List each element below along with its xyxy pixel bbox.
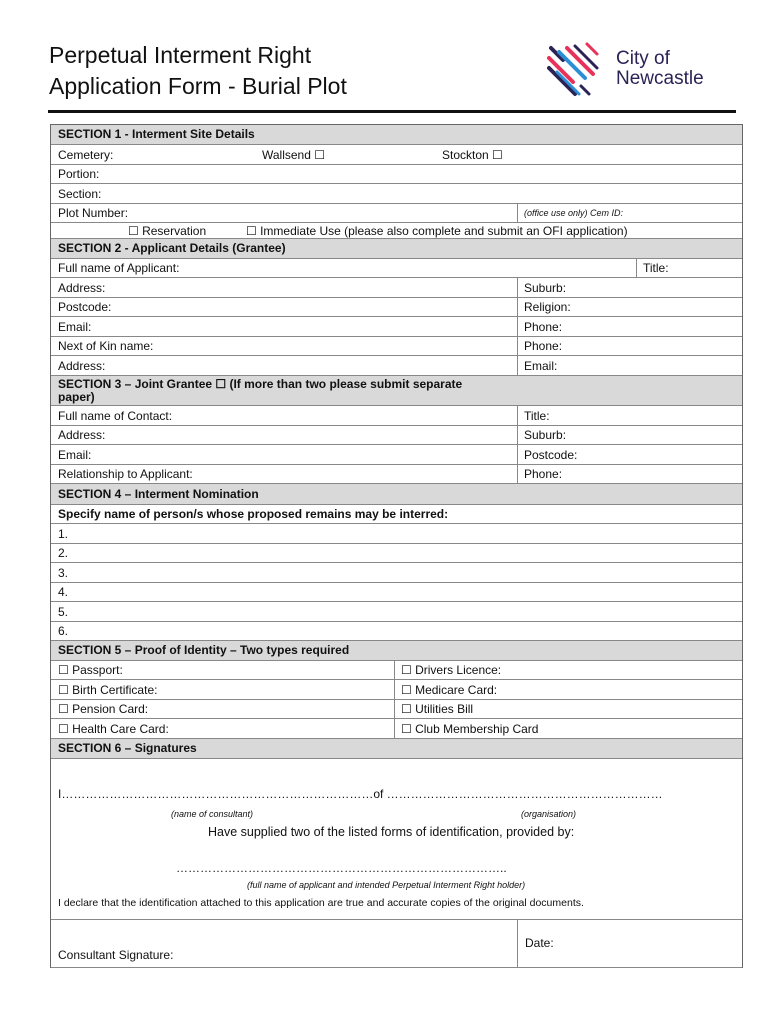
consultant-note: (name of consultant): [171, 809, 254, 819]
drivers-licence-checkbox[interactable]: ☐ Drivers Licence:: [401, 663, 502, 677]
specify-row: [51, 505, 742, 524]
nomination-number: 6.: [58, 624, 69, 638]
title-line-1: Perpetual Interment Right: [49, 42, 312, 68]
organisation-note: (organisation): [521, 809, 577, 819]
contact-name-row: [51, 406, 742, 426]
logo-line-2: Newcastle: [616, 68, 704, 89]
applicant-phone-label: Phone:: [524, 319, 563, 334]
relationship-row: [51, 465, 742, 484]
id-row-1: [51, 661, 742, 680]
section-2-header: [51, 238, 742, 259]
nomination-number: 4.: [58, 585, 69, 599]
utilities-bill-checkbox[interactable]: ☐ Utilities Bill: [401, 702, 474, 716]
nomination-row-5[interactable]: [51, 602, 742, 622]
contact-phone-label: Phone:: [524, 467, 563, 481]
nomination-number: 5.: [58, 604, 69, 619]
stockton-checkbox[interactable]: Stockton ☐: [442, 147, 503, 162]
id-row-2: [51, 680, 742, 700]
application-form: [50, 124, 743, 968]
supplied-statement: Have supplied two of the listed forms of identification, provided by:: [208, 825, 575, 839]
applicant-religion-label: Religion:: [524, 300, 571, 314]
divider: [517, 920, 518, 967]
applicant-email-row: [51, 317, 742, 337]
signature-row: [51, 920, 742, 968]
holder-note: (full name of applicant and intended Perpetual Interment Right holder): [247, 880, 526, 890]
specify-label: Specify name of person/s whose proposed remains may be interred:: [58, 507, 449, 521]
nomination-number: 1.: [58, 526, 69, 541]
declaration-text: I declare that the identification attached to this application are true and accurate copies of the original documents.: [58, 897, 584, 909]
plot-number-row: [51, 204, 742, 223]
applicant-address-label: Address:: [58, 280, 106, 295]
health-care-card-checkbox[interactable]: ☐ Health Care Card:: [58, 721, 169, 736]
immediate-use-checkbox[interactable]: ☐ Immediate Use (please also complete and submit an OFI application): [246, 223, 628, 238]
kin-email-label: Email:: [524, 358, 558, 373]
city-of-newcastle-logo: [545, 40, 740, 100]
passport-checkbox[interactable]: ☐ Passport:: [58, 663, 123, 677]
contact-email-label: Email:: [58, 447, 92, 462]
holder-dotted-line[interactable]: ………………………………………………………………………..: [176, 861, 507, 875]
applicant-postcode-label: Postcode:: [58, 300, 112, 314]
next-of-kin-label: Next of Kin name:: [58, 339, 154, 353]
id-row-4: [51, 719, 742, 739]
cemetery-label: Cemetery:: [58, 147, 114, 162]
title-line-2: Application Form - Burial Plot: [49, 73, 347, 99]
pension-card-checkbox[interactable]: ☐ Pension Card:: [58, 702, 149, 716]
medicare-card-checkbox[interactable]: ☐ Medicare Card:: [401, 682, 498, 697]
birth-certificate-checkbox[interactable]: ☐ Birth Certificate:: [58, 682, 158, 697]
relationship-label: Relationship to Applicant:: [58, 467, 193, 481]
section-5-header: [51, 641, 742, 661]
kin-address-row: [51, 356, 742, 376]
id-row-3: [51, 700, 742, 719]
plot-number-label: Plot Number:: [58, 206, 129, 220]
applicant-title-label: Title:: [643, 261, 669, 275]
club-membership-checkbox[interactable]: ☐ Club Membership Card: [401, 721, 539, 736]
nomination-row-6[interactable]: [51, 622, 742, 641]
applicant-postcode-row: [51, 298, 742, 317]
applicant-name-row: [51, 259, 742, 278]
nomination-row-4[interactable]: [51, 583, 742, 602]
nomination-number: 2.: [58, 546, 69, 560]
contact-address-row: [51, 426, 742, 445]
logo-line-1: City of: [616, 48, 670, 69]
wallsend-checkbox[interactable]: Wallsend ☐: [262, 147, 325, 162]
section-4-header: [51, 484, 742, 505]
date-label: Date:: [525, 936, 554, 950]
logo-text: [616, 49, 704, 89]
signature-declaration-area: [51, 759, 742, 920]
section-6-title: SECTION 6 – Signatures: [58, 741, 197, 755]
contact-name-label: Full name of Contact:: [58, 408, 173, 423]
page-title: [49, 40, 347, 102]
logo-mark-icon: [545, 40, 615, 100]
next-of-kin-row: [51, 337, 742, 356]
consultant-dotted-line[interactable]: I……………………………………………………………………of ……………………………………………………………: [58, 787, 663, 801]
section-3-title-line-2: paper): [58, 390, 95, 404]
section-5-title: SECTION 5 – Proof of Identity – Two types required: [58, 643, 350, 657]
section-6-header: [51, 739, 742, 759]
contact-postcode-label: Postcode:: [524, 447, 578, 462]
nomination-row-2[interactable]: [51, 544, 742, 563]
reservation-checkbox[interactable]: ☐ Reservation: [128, 223, 207, 238]
section-1-title: SECTION 1 - Interment Site Details: [58, 127, 255, 141]
applicant-suburb-label: Suburb:: [524, 280, 567, 295]
kin-address-label: Address:: [58, 358, 106, 373]
reservation-row: [51, 223, 742, 238]
section-3-title-line-1: SECTION 3 – Joint Grantee ☐ (If more than two please submit separate: [58, 377, 463, 391]
section-3-header: [51, 376, 742, 406]
applicant-address-row: [51, 278, 742, 298]
section-4-title: SECTION 4 – Interment Nomination: [58, 487, 259, 501]
section-2-title: SECTION 2 - Applicant Details (Grantee): [58, 241, 286, 255]
applicant-email-label: Email:: [58, 319, 92, 334]
section-1-header: [51, 125, 742, 145]
consultant-signature-label: Consultant Signature:: [58, 948, 174, 962]
header-divider: [48, 110, 736, 113]
kin-phone-label: Phone:: [524, 339, 563, 353]
nomination-row-1[interactable]: [51, 524, 742, 544]
cem-id-label: (office use only) Cem ID:: [524, 208, 624, 218]
contact-suburb-label: Suburb:: [524, 428, 567, 442]
contact-title-label: Title:: [524, 408, 550, 423]
cemetery-row: [51, 145, 742, 165]
applicant-name-label: Full name of Applicant:: [58, 261, 180, 275]
nomination-row-3[interactable]: [51, 563, 742, 583]
nomination-number: 3.: [58, 565, 69, 580]
portion-row[interactable]: [51, 165, 742, 184]
contact-address-label: Address:: [58, 428, 106, 442]
section-label: Section:: [58, 186, 102, 201]
section-row[interactable]: [51, 184, 742, 204]
portion-label: Portion:: [58, 167, 100, 181]
contact-email-row: [51, 445, 742, 465]
